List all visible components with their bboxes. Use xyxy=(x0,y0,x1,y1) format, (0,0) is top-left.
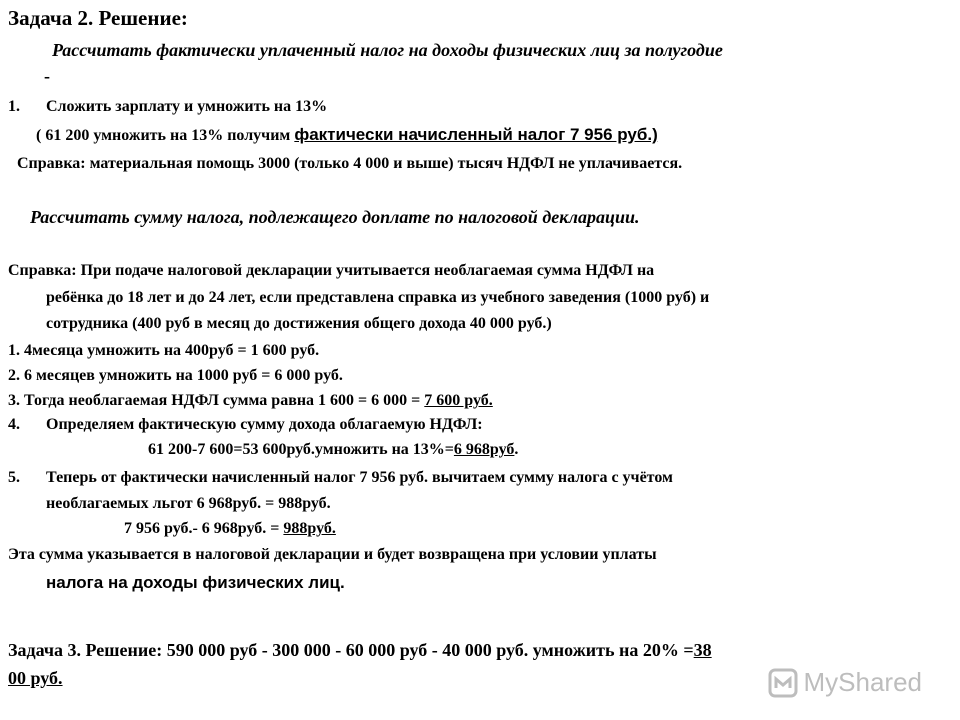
task2-subtitle-1-cont: - xyxy=(44,66,50,86)
task2-subtitle-1: Рассчитать фактически уплаченный налог на доходы физических лиц за полугодие xyxy=(52,40,723,60)
step4-calc-pre: 61 200-7 600=53 600руб.умножить на 13%= xyxy=(148,441,454,458)
task3-line-1-value: 38 xyxy=(693,640,712,660)
task3-line-1-text: Задача 3. Решение: 590 000 руб - 300 000 - 60 000 руб - 40 000 руб. умножить на 20% = xyxy=(8,640,694,660)
step4-number: 4. xyxy=(8,416,20,433)
note-2-line-1: Справка: При подаче налоговой декларации учитывается необлагаемая сумма НДФЛ на xyxy=(8,262,655,279)
list-item-3-value: 7 600 руб. xyxy=(424,392,493,409)
step5-calc xyxy=(124,520,336,538)
step4-text: Определяем фактическую сумму дохода облагаемую НДФЛ: xyxy=(46,416,483,433)
step1-number: 1. xyxy=(8,98,20,115)
list-item-1: 1. 4месяца умножить на 400руб = 1 600 руб. xyxy=(8,342,320,359)
final-line-1: Эта сумма указывается в налоговой декларации и будет возвращена при условии уплаты xyxy=(8,546,657,563)
myshared-logo-icon xyxy=(768,668,798,698)
task2-title: Задача 2. Решение: xyxy=(8,6,188,30)
note-2-line-2: ребёнка до 18 лет и до 24 лет, если представлена справка из учебного заведения (1000 руб) и xyxy=(46,289,710,306)
step1-text: Сложить зарплату и умножить на 13% xyxy=(46,98,328,115)
watermark-brand: MyShared xyxy=(803,667,922,697)
step1-detail-emph: фактически начисленный налог 7 956 руб.) xyxy=(294,125,658,144)
step4-calc xyxy=(148,441,518,459)
step5-line-1: Теперь от фактически начисленный налог 7 956 руб. вычитаем сумму налога с учётом xyxy=(46,469,673,486)
task2-subtitle-2: Рассчитать сумму налога, подлежащего доплате по налоговой декларации. xyxy=(30,207,640,227)
task3-line-2 xyxy=(8,668,63,689)
list-item-3-text: 3. Тогда необлагаемая НДФЛ сумма равна 1 600 = 6 000 = xyxy=(8,392,425,409)
step5-calc-value: 988руб. xyxy=(283,520,336,537)
task3-line-1 xyxy=(8,640,712,661)
myshared-watermark xyxy=(768,667,923,698)
final-line-2: налога на доходы физических лиц. xyxy=(46,573,345,592)
note-1: Справка: материальная помощь 3000 (только 4 000 и выше) тысяч НДФЛ не уплачивается. xyxy=(17,155,683,172)
task3-line-2-value: 00 руб. xyxy=(8,668,63,688)
note-2-line-3: сотрудника (400 руб в месяц до достижения общего дохода 40 000 руб.) xyxy=(46,315,552,332)
step1-detail xyxy=(36,125,658,145)
step5-line-2: необлагаемых льгот 6 968руб. = 988руб. xyxy=(46,495,331,512)
step5-number: 5. xyxy=(8,469,20,486)
step4-calc-post: . xyxy=(514,441,519,458)
step4-calc-value: 6 968руб xyxy=(453,441,515,458)
step1-detail-pre: ( 61 200 умножить на 13% получим xyxy=(36,127,295,144)
list-item-3 xyxy=(8,392,493,410)
list-item-2: 2. 6 месяцев умножить на 1000 руб = 6 000 руб. xyxy=(8,367,343,384)
step5-calc-pre: 7 956 руб.- 6 968руб. = xyxy=(124,520,284,537)
